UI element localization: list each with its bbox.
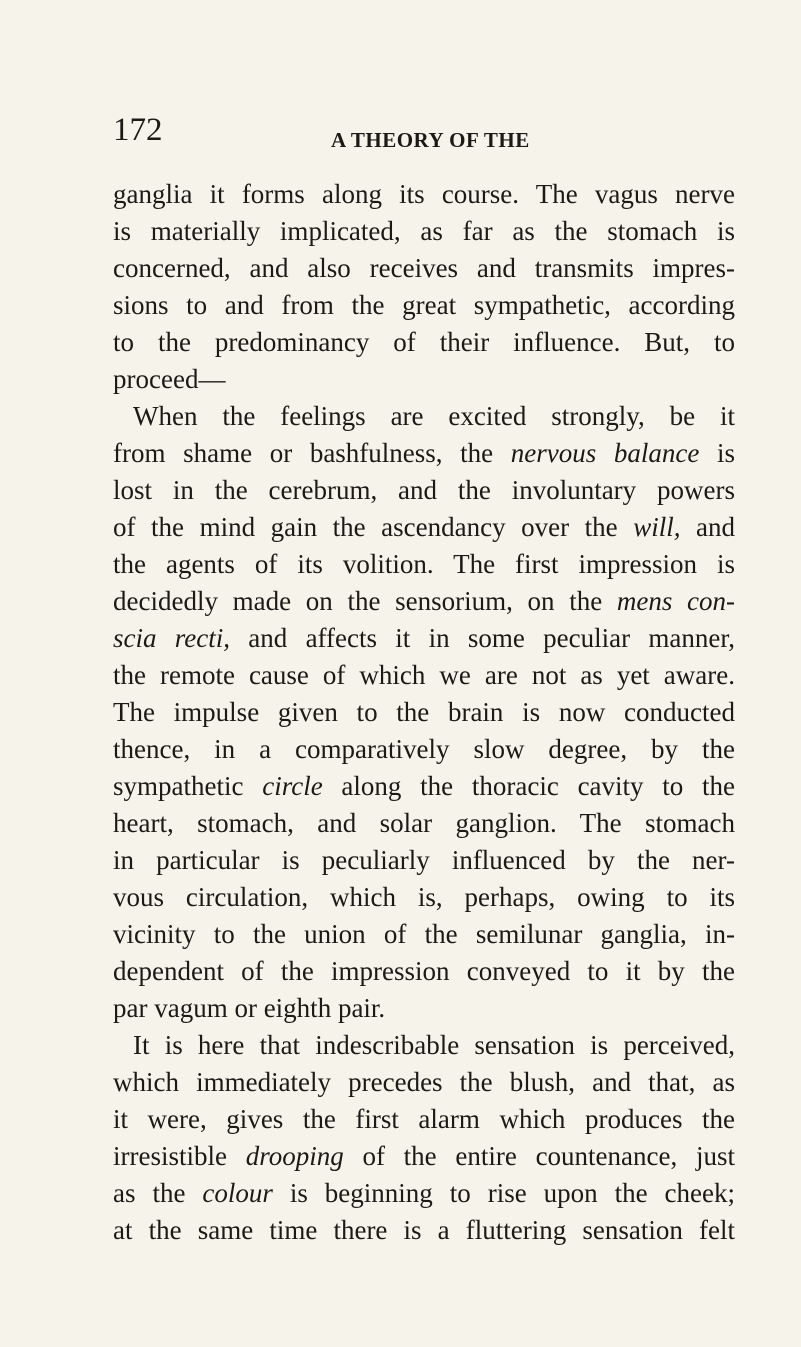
text-segment: decidedly made on the sensorium, on the <box>113 586 617 616</box>
text-segment: in particular is peculiarly influenced by the ner- <box>113 845 735 875</box>
text-line <box>113 546 735 583</box>
text-line <box>113 953 735 990</box>
text-segment: par vagum or eighth pair. <box>113 993 386 1023</box>
text-segment: is beginning to rise upon the cheek; <box>272 1178 735 1208</box>
text-segment: lost in the cerebrum, and the involuntary powers <box>113 475 735 505</box>
text-segment: thence, in a comparatively slow degree, by the <box>113 734 735 764</box>
page-number: 172 <box>113 112 163 148</box>
text-segment: The impulse given to the brain is now conducted <box>113 697 735 727</box>
text-line <box>113 583 735 620</box>
text-segment: along the thoracic cavity to the <box>322 771 736 801</box>
text-segment: the remote cause of which we are not as yet aware. <box>113 660 735 690</box>
text-line <box>113 916 735 953</box>
italic-text: colour <box>202 1178 273 1208</box>
text-segment: vicinity to the union of the semilunar ganglia, in- <box>113 919 735 949</box>
text-segment: is <box>699 438 736 468</box>
text-segment: It is here that indescribable sensation is perceived, <box>133 1030 735 1060</box>
text-segment: heart, stomach, and solar ganglion. The stomach <box>113 808 735 838</box>
text-line <box>113 287 735 324</box>
text-segment: dependent of the impression conveyed to it by the <box>113 956 735 986</box>
text-segment: it were, gives the first alarm which produces the <box>113 1104 735 1134</box>
text-segment: and <box>680 512 735 542</box>
text-line <box>113 620 735 657</box>
text-line <box>113 398 735 435</box>
text-line <box>113 1138 735 1175</box>
text-line <box>113 509 735 546</box>
text-line <box>113 1212 735 1249</box>
text-line <box>113 250 735 287</box>
text-line <box>113 1175 735 1212</box>
text-line <box>113 472 735 509</box>
text-segment: as the <box>113 1178 203 1208</box>
text-segment: to the predominancy of their influence. But, to <box>113 327 735 357</box>
italic-text: nervous balance <box>510 438 700 468</box>
text-line <box>113 805 735 842</box>
text-line <box>113 1064 735 1101</box>
text-segment: the agents of its volition. The first impression is <box>113 549 735 579</box>
italic-text: will, <box>633 512 681 542</box>
text-segment: proceed— <box>113 364 226 394</box>
text-line <box>113 731 735 768</box>
text-segment: vous circulation, which is, perhaps, owing to its <box>113 882 735 912</box>
running-title: A THEORY OF THE <box>331 128 530 152</box>
text-segment: from shame or bashfulness, the <box>113 438 511 468</box>
text-segment: at the same time there is a fluttering sensation felt <box>113 1215 735 1245</box>
text-segment: is materially implicated, as far as the stomach is <box>113 216 735 246</box>
text-line <box>113 768 735 805</box>
text-segment: which immediately precedes the blush, and that, as <box>113 1067 735 1097</box>
text-segment: of the mind gain the ascendancy over the <box>113 512 634 542</box>
text-segment: sympathetic <box>113 771 263 801</box>
body-text <box>113 176 735 1249</box>
italic-text: circle <box>262 771 323 801</box>
italic-text: mens con- <box>616 586 735 616</box>
text-segment: of the entire countenance, just <box>343 1141 735 1171</box>
italic-text: scia recti, <box>113 623 231 653</box>
text-segment: and affects it in some peculiar manner, <box>230 623 736 653</box>
text-line <box>113 1101 735 1138</box>
running-head <box>0 112 801 162</box>
text-line <box>113 435 735 472</box>
text-segment: ganglia it forms along its course. The vagus nerve <box>113 179 735 209</box>
text-segment: irresistible <box>113 1141 246 1171</box>
text-line <box>113 657 735 694</box>
text-line <box>113 176 735 213</box>
text-segment: When the feelings are excited strongly, be it <box>133 401 735 431</box>
text-line <box>113 842 735 879</box>
text-line <box>113 213 735 250</box>
text-segment: concerned, and also receives and transmits impres- <box>113 253 735 283</box>
text-line <box>113 879 735 916</box>
text-line <box>113 694 735 731</box>
text-line <box>113 990 735 1027</box>
italic-text: drooping <box>245 1141 344 1171</box>
text-segment: sions to and from the great sympathetic, according <box>113 290 735 320</box>
text-line <box>113 361 735 398</box>
text-line <box>113 324 735 361</box>
text-line <box>113 1027 735 1064</box>
